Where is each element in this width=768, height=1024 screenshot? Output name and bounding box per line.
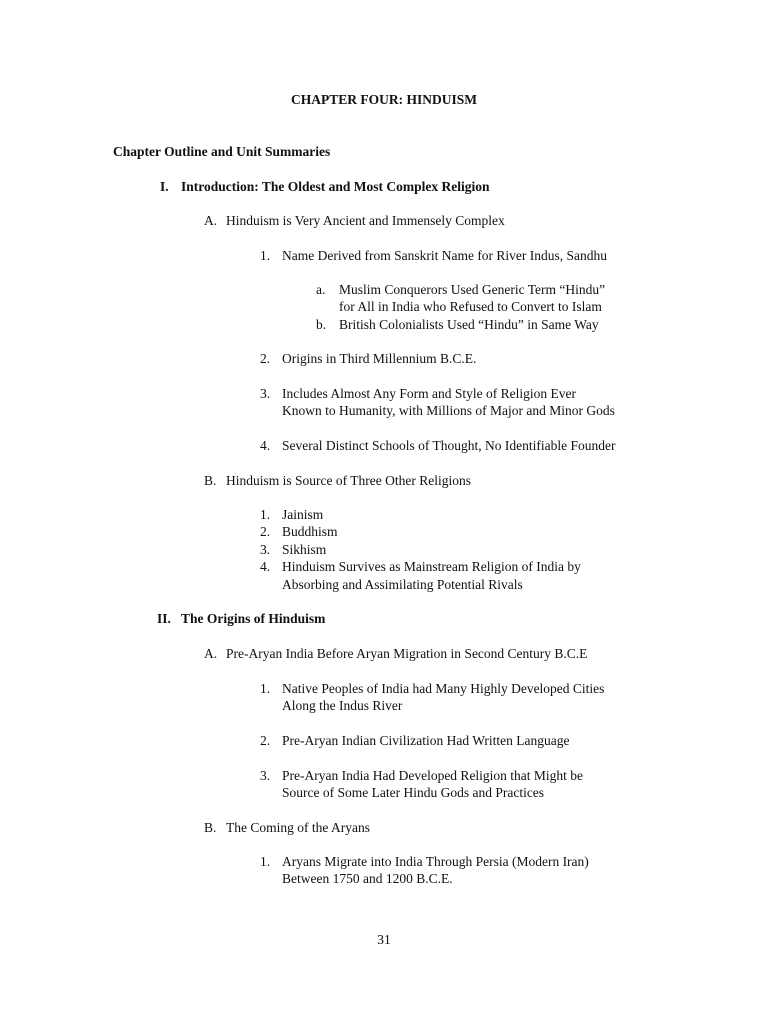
section-heading: Chapter Outline and Unit Summaries [113,144,331,159]
outline-marker-I-B-1: 1. [260,507,271,522]
page-number: 31 [377,932,391,947]
outline-marker-I-A-3: 3. [260,386,271,401]
outline-marker-II-A-2: 2. [260,733,271,748]
outline-text-I-A-2: Origins in Third Millennium B.C.E. [282,351,477,366]
outline-marker-I-B-4: 4. [260,559,271,574]
outline-text-II-B: The Coming of the Aryans [226,820,370,835]
outline-text-I-A-3: Includes Almost Any Form and Style of Religion Ever [282,386,576,401]
outline-text-I-A-3-cont: Known to Humanity, with Millions of Major and Minor Gods [282,403,615,418]
outline-text-II-A-1-cont: Along the Indus River [282,698,403,713]
outline-marker-I-A: A. [204,213,218,228]
outline-text-I-A-1: Name Derived from Sanskrit Name for River Indus, Sandhu [282,248,608,263]
outline-text-II-A-1: Native Peoples of India had Many Highly Developed Cities [282,681,605,696]
outline-text-I-A-1-a: Muslim Conquerors Used Generic Term “Hindu” [339,282,606,297]
outline-marker-II-A-3: 3. [260,768,271,783]
outline-marker-II-B: B. [204,820,217,835]
outline-text-I-B-4: Hinduism Survives as Mainstream Religion of India by [282,559,581,574]
outline-marker-I-A-2: 2. [260,351,271,366]
outline-marker-II: II. [157,611,171,626]
outline-heading-II: The Origins of Hinduism [181,611,326,626]
outline-text-I-A-4: Several Distinct Schools of Thought, No Identifiable Founder [282,438,616,453]
outline-text-II-B-1: Aryans Migrate into India Through Persia (Modern Iran) [282,854,589,869]
outline-marker-I-A-1: 1. [260,248,271,263]
outline-marker-I-A-1-b: b. [316,317,327,332]
outline-text-I-B-4-cont: Absorbing and Assimilating Potential Rivals [282,577,523,592]
outline-marker-I-A-1-a: a. [316,282,326,297]
outline-marker-II-A: A. [204,646,218,661]
outline-marker-II-B-1: 1. [260,854,271,869]
outline-text-I-B: Hinduism is Source of Three Other Religions [226,473,471,488]
outline-marker-I-B-3: 3. [260,542,271,557]
outline-marker-II-A-1: 1. [260,681,271,696]
outline-heading-I: Introduction: The Oldest and Most Complex Religion [181,179,490,194]
outline-text-I-A-1-a-cont: for All in India who Refused to Convert to Islam [339,299,602,314]
outline-text-II-B-1-cont: Between 1750 and 1200 B.C.E. [282,871,453,886]
outline-text-II-A: Pre-Aryan India Before Aryan Migration in Second Century B.C.E [226,646,588,661]
page-title: CHAPTER FOUR: HINDUISM [290,92,477,107]
outline-text-I-B-3: Sikhism [282,542,327,557]
outline-marker-I-B: B. [204,473,217,488]
outline-marker-I-B-2: 2. [260,524,271,539]
outline-text-II-A-3-cont: Source of Some Later Hindu Gods and Practices [282,785,545,800]
outline-text-I-B-2: Buddhism [282,524,338,539]
outline-marker-I: I. [160,179,169,194]
outline-text-I-A-1-b: British Colonialists Used “Hindu” in Same Way [339,317,599,332]
outline-text-I-B-1: Jainism [282,507,324,522]
outline-text-I-A: Hinduism is Very Ancient and Immensely Complex [226,213,505,228]
outline-text-II-A-2: Pre-Aryan Indian Civilization Had Written Language [282,733,570,748]
outline-text-II-A-3: Pre-Aryan India Had Developed Religion that Might be [282,768,584,783]
outline-marker-I-A-4: 4. [260,438,271,453]
